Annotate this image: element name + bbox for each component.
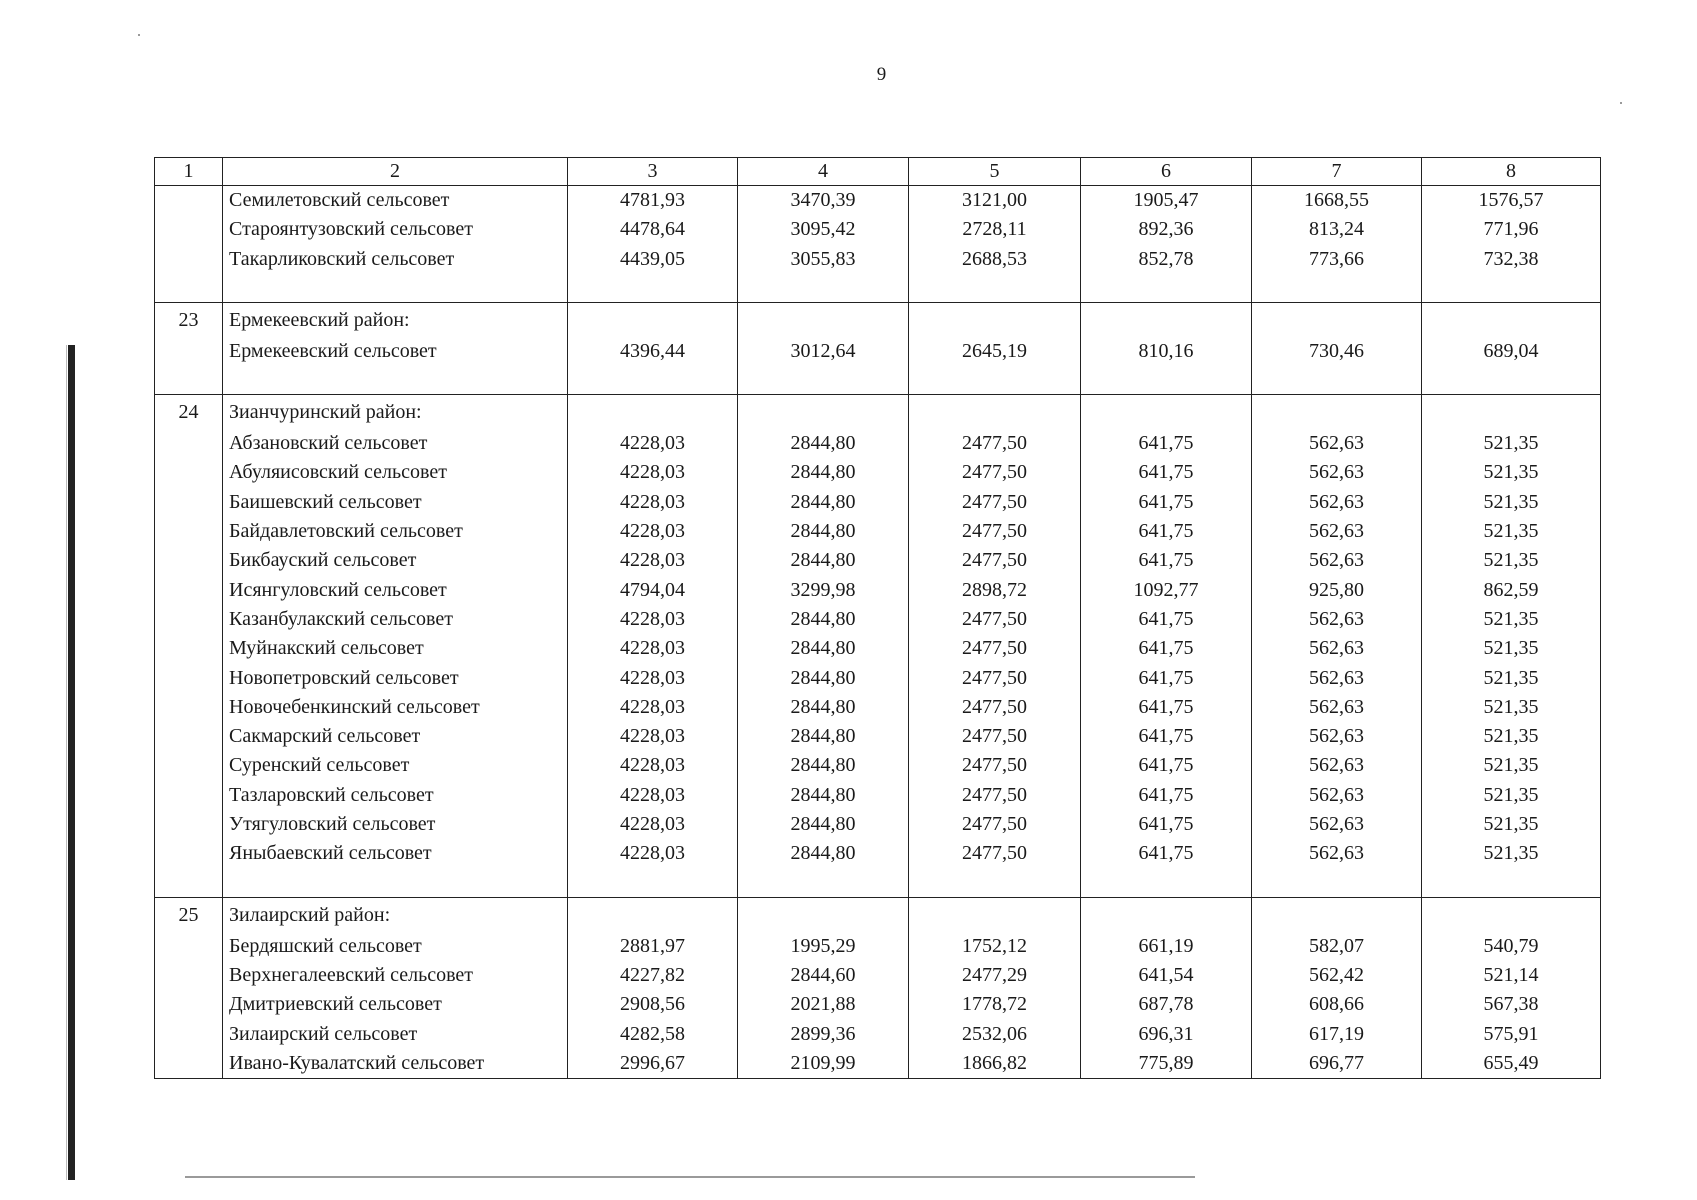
settlement-name: Новочебенкинский сельсовет [223, 693, 568, 722]
row-number-cell [155, 990, 223, 1019]
value-col-5: 2477,50 [909, 781, 1081, 810]
empty-cell [738, 897, 909, 932]
value-col-6: 1905,47 [1081, 186, 1252, 216]
settlement-name: Суренский сельсовет [223, 751, 568, 780]
value-col-5: 2477,50 [909, 634, 1081, 663]
value-col-3: 2908,56 [568, 990, 738, 1019]
value-col-6: 687,78 [1081, 990, 1252, 1019]
value-col-7: 562,63 [1252, 605, 1422, 634]
settlement-name: Такарликовский сельсовет [223, 245, 568, 303]
empty-cell [1081, 395, 1252, 430]
empty-cell [568, 395, 738, 430]
column-header: 6 [1081, 158, 1252, 186]
district-name: Зилаирский район: [223, 897, 568, 932]
settlement-name: Ивано-Кувалатский сельсовет [223, 1049, 568, 1079]
value-col-4: 2844,80 [738, 458, 909, 487]
row-number-cell [155, 245, 223, 303]
value-col-5: 2477,50 [909, 751, 1081, 780]
settlement-name: Абуляисовский сельсовет [223, 458, 568, 487]
value-col-3: 4228,03 [568, 722, 738, 751]
value-col-4: 2899,36 [738, 1020, 909, 1049]
row-number-cell [155, 751, 223, 780]
value-col-4: 2109,99 [738, 1049, 909, 1079]
value-col-8: 521,35 [1422, 781, 1601, 810]
row-number-cell [155, 186, 223, 216]
value-col-7: 925,80 [1252, 576, 1422, 605]
value-col-8: 1576,57 [1422, 186, 1601, 216]
empty-cell [1252, 897, 1422, 932]
value-col-7: 562,63 [1252, 810, 1422, 839]
value-col-4: 2844,80 [738, 810, 909, 839]
value-col-6: 1092,77 [1081, 576, 1252, 605]
district-name: Зианчуринский район: [223, 395, 568, 430]
value-col-8: 771,96 [1422, 215, 1601, 244]
value-col-7: 562,63 [1252, 429, 1422, 458]
value-col-8: 732,38 [1422, 245, 1601, 303]
value-col-8: 521,35 [1422, 488, 1601, 517]
value-col-4: 2844,80 [738, 781, 909, 810]
value-col-7: 582,07 [1252, 932, 1422, 961]
scan-speck [1620, 102, 1622, 104]
value-col-5: 2477,50 [909, 839, 1081, 897]
value-col-8: 521,35 [1422, 546, 1601, 575]
value-col-8: 567,38 [1422, 990, 1601, 1019]
value-col-6: 641,54 [1081, 961, 1252, 990]
value-col-3: 4228,03 [568, 751, 738, 780]
table-row [155, 664, 1601, 693]
value-col-5: 2728,11 [909, 215, 1081, 244]
value-col-8: 655,49 [1422, 1049, 1601, 1079]
row-number-cell [155, 517, 223, 546]
value-col-5: 2477,50 [909, 488, 1081, 517]
settlement-name: Дмитриевский сельсовет [223, 990, 568, 1019]
empty-cell [909, 897, 1081, 932]
value-col-6: 696,31 [1081, 1020, 1252, 1049]
value-col-3: 4781,93 [568, 186, 738, 216]
table-row [155, 839, 1601, 897]
value-col-4: 2844,80 [738, 634, 909, 663]
scan-speck [138, 34, 140, 36]
table-row [155, 990, 1601, 1019]
value-col-5: 2477,50 [909, 517, 1081, 546]
value-col-8: 521,35 [1422, 693, 1601, 722]
value-col-7: 562,63 [1252, 693, 1422, 722]
settlement-name: Бердяшский сельсовет [223, 932, 568, 961]
value-col-3: 4228,03 [568, 781, 738, 810]
value-col-7: 562,63 [1252, 839, 1422, 897]
value-col-8: 521,35 [1422, 605, 1601, 634]
table-row [155, 693, 1601, 722]
value-col-5: 1752,12 [909, 932, 1081, 961]
empty-cell [1422, 395, 1601, 430]
value-col-7: 617,19 [1252, 1020, 1422, 1049]
value-col-7: 730,46 [1252, 337, 1422, 395]
scan-edge-bar [68, 345, 75, 1180]
value-col-4: 2844,80 [738, 751, 909, 780]
value-col-3: 2996,67 [568, 1049, 738, 1079]
value-col-7: 562,63 [1252, 517, 1422, 546]
value-col-6: 641,75 [1081, 751, 1252, 780]
empty-cell [738, 302, 909, 337]
value-col-7: 1668,55 [1252, 186, 1422, 216]
table-row [155, 245, 1601, 303]
settlement-name: Бикбауский сельсовет [223, 546, 568, 575]
row-number-cell [155, 546, 223, 575]
table-row [155, 429, 1601, 458]
bottom-rule [185, 1176, 1195, 1178]
value-col-7: 562,63 [1252, 458, 1422, 487]
value-col-4: 2844,80 [738, 488, 909, 517]
value-col-6: 641,75 [1081, 488, 1252, 517]
empty-cell [1081, 897, 1252, 932]
value-col-7: 696,77 [1252, 1049, 1422, 1079]
value-col-7: 813,24 [1252, 215, 1422, 244]
table-row [155, 546, 1601, 575]
row-number-cell [155, 429, 223, 458]
district-row [155, 395, 1601, 430]
settlement-name: Исянгуловский сельсовет [223, 576, 568, 605]
settlement-name: Байдавлетовский сельсовет [223, 517, 568, 546]
district-row [155, 897, 1601, 932]
value-col-3: 4228,03 [568, 839, 738, 897]
value-col-8: 540,79 [1422, 932, 1601, 961]
value-col-3: 4396,44 [568, 337, 738, 395]
empty-cell [1422, 302, 1601, 337]
row-number-cell [155, 1049, 223, 1079]
value-col-8: 521,35 [1422, 751, 1601, 780]
settlement-name: Яныбаевский сельсовет [223, 839, 568, 897]
row-number-cell [155, 932, 223, 961]
value-col-3: 4228,03 [568, 488, 738, 517]
value-col-3: 4228,03 [568, 517, 738, 546]
table-row [155, 488, 1601, 517]
table-row [155, 634, 1601, 663]
value-col-3: 4478,64 [568, 215, 738, 244]
settlement-name: Баишевский сельсовет [223, 488, 568, 517]
settlement-name: Абзановский сельсовет [223, 429, 568, 458]
table-row [155, 932, 1601, 961]
column-header: 8 [1422, 158, 1601, 186]
value-col-7: 562,42 [1252, 961, 1422, 990]
value-col-5: 2688,53 [909, 245, 1081, 303]
value-col-5: 2477,50 [909, 429, 1081, 458]
table-row [155, 722, 1601, 751]
value-col-8: 521,35 [1422, 722, 1601, 751]
value-col-6: 641,75 [1081, 546, 1252, 575]
value-col-6: 641,75 [1081, 810, 1252, 839]
value-col-3: 4228,03 [568, 429, 738, 458]
page-number: 9 [876, 64, 887, 85]
value-col-4: 3299,98 [738, 576, 909, 605]
value-col-5: 2645,19 [909, 337, 1081, 395]
empty-cell [568, 302, 738, 337]
value-col-7: 562,63 [1252, 781, 1422, 810]
value-col-7: 562,63 [1252, 634, 1422, 663]
value-col-8: 521,35 [1422, 839, 1601, 897]
row-number-cell [155, 605, 223, 634]
settlement-name: Казанбулакский сельсовет [223, 605, 568, 634]
table-row [155, 1049, 1601, 1079]
row-number-cell [155, 576, 223, 605]
table-row [155, 1020, 1601, 1049]
empty-cell [909, 302, 1081, 337]
value-col-7: 562,63 [1252, 488, 1422, 517]
value-col-4: 1995,29 [738, 932, 909, 961]
value-col-8: 521,35 [1422, 634, 1601, 663]
row-number-cell [155, 488, 223, 517]
value-col-3: 4228,03 [568, 693, 738, 722]
value-col-8: 521,35 [1422, 517, 1601, 546]
value-col-4: 2844,80 [738, 722, 909, 751]
row-number-cell [155, 634, 223, 663]
empty-cell [738, 395, 909, 430]
value-col-5: 2532,06 [909, 1020, 1081, 1049]
value-col-8: 521,35 [1422, 429, 1601, 458]
column-header: 3 [568, 158, 738, 186]
value-col-8: 575,91 [1422, 1020, 1601, 1049]
value-col-6: 775,89 [1081, 1049, 1252, 1079]
value-col-4: 3095,42 [738, 215, 909, 244]
value-col-4: 2844,80 [738, 605, 909, 634]
value-col-4: 2844,60 [738, 961, 909, 990]
value-col-5: 2477,50 [909, 605, 1081, 634]
district-name: Ермекеевский район: [223, 302, 568, 337]
table-row [155, 517, 1601, 546]
settlement-name: Новопетровский сельсовет [223, 664, 568, 693]
table-row [155, 576, 1601, 605]
row-number-cell [155, 839, 223, 897]
value-col-6: 641,75 [1081, 458, 1252, 487]
district-number: 25 [155, 897, 223, 932]
value-col-3: 4228,03 [568, 664, 738, 693]
settlement-name: Сакмарский сельсовет [223, 722, 568, 751]
value-col-8: 862,59 [1422, 576, 1601, 605]
row-number-cell [155, 961, 223, 990]
value-col-5: 2477,29 [909, 961, 1081, 990]
value-col-6: 661,19 [1081, 932, 1252, 961]
value-col-5: 2477,50 [909, 722, 1081, 751]
value-col-6: 641,75 [1081, 517, 1252, 546]
value-col-3: 4228,03 [568, 634, 738, 663]
value-col-5: 2477,50 [909, 458, 1081, 487]
value-col-6: 641,75 [1081, 781, 1252, 810]
table-row [155, 810, 1601, 839]
value-col-4: 2844,80 [738, 517, 909, 546]
value-col-3: 2881,97 [568, 932, 738, 961]
district-number: 23 [155, 302, 223, 337]
value-col-7: 562,63 [1252, 664, 1422, 693]
column-header: 5 [909, 158, 1081, 186]
empty-cell [1252, 395, 1422, 430]
row-number-cell [155, 1020, 223, 1049]
value-col-5: 2477,50 [909, 693, 1081, 722]
value-col-4: 2844,80 [738, 546, 909, 575]
value-col-6: 641,75 [1081, 664, 1252, 693]
value-col-6: 852,78 [1081, 245, 1252, 303]
value-col-4: 3012,64 [738, 337, 909, 395]
row-number-cell [155, 215, 223, 244]
value-col-6: 641,75 [1081, 634, 1252, 663]
table-body [155, 158, 1601, 1079]
value-col-3: 4439,05 [568, 245, 738, 303]
row-number-cell [155, 810, 223, 839]
empty-cell [1422, 897, 1601, 932]
table-row [155, 337, 1601, 395]
value-col-4: 3055,83 [738, 245, 909, 303]
value-col-8: 689,04 [1422, 337, 1601, 395]
value-col-6: 892,36 [1081, 215, 1252, 244]
value-col-7: 562,63 [1252, 751, 1422, 780]
empty-cell [1081, 302, 1252, 337]
table-row [155, 781, 1601, 810]
value-col-8: 521,14 [1422, 961, 1601, 990]
table-row [155, 215, 1601, 244]
value-col-3: 4228,03 [568, 605, 738, 634]
table-row [155, 605, 1601, 634]
empty-cell [1252, 302, 1422, 337]
table-row [155, 186, 1601, 216]
value-col-6: 641,75 [1081, 429, 1252, 458]
value-col-5: 2898,72 [909, 576, 1081, 605]
settlement-name: Тазларовский сельсовет [223, 781, 568, 810]
value-col-8: 521,35 [1422, 458, 1601, 487]
value-col-4: 2021,88 [738, 990, 909, 1019]
value-col-5: 3121,00 [909, 186, 1081, 216]
district-number: 24 [155, 395, 223, 430]
settlement-name: Ермекеевский сельсовет [223, 337, 568, 395]
value-col-7: 562,63 [1252, 546, 1422, 575]
column-header-row [155, 158, 1601, 186]
value-col-3: 4794,04 [568, 576, 738, 605]
value-col-3: 4227,82 [568, 961, 738, 990]
value-col-7: 608,66 [1252, 990, 1422, 1019]
empty-cell [568, 897, 738, 932]
value-col-3: 4228,03 [568, 546, 738, 575]
data-table [154, 157, 1601, 1079]
settlement-name: Муйнакский сельсовет [223, 634, 568, 663]
value-col-4: 2844,80 [738, 429, 909, 458]
settlement-name: Утягуловский сельсовет [223, 810, 568, 839]
value-col-8: 521,35 [1422, 664, 1601, 693]
column-header: 4 [738, 158, 909, 186]
district-row [155, 302, 1601, 337]
value-col-5: 2477,50 [909, 810, 1081, 839]
row-number-cell [155, 664, 223, 693]
column-header: 1 [155, 158, 223, 186]
settlement-name: Зилаирский сельсовет [223, 1020, 568, 1049]
value-col-6: 641,75 [1081, 605, 1252, 634]
value-col-3: 4228,03 [568, 810, 738, 839]
row-number-cell [155, 458, 223, 487]
column-header: 2 [223, 158, 568, 186]
value-col-5: 1866,82 [909, 1049, 1081, 1079]
table-row [155, 751, 1601, 780]
settlement-name: Семилетовский сельсовет [223, 186, 568, 216]
row-number-cell [155, 693, 223, 722]
value-col-4: 2844,80 [738, 839, 909, 897]
value-col-4: 3470,39 [738, 186, 909, 216]
value-col-6: 641,75 [1081, 722, 1252, 751]
value-col-4: 2844,80 [738, 693, 909, 722]
value-col-8: 521,35 [1422, 810, 1601, 839]
table-row [155, 961, 1601, 990]
settlement-name: Верхнегалеевский сельсовет [223, 961, 568, 990]
row-number-cell [155, 722, 223, 751]
value-col-3: 4282,58 [568, 1020, 738, 1049]
scan-edge-line [66, 345, 67, 1180]
value-col-5: 2477,50 [909, 664, 1081, 693]
value-col-6: 641,75 [1081, 693, 1252, 722]
value-col-6: 641,75 [1081, 839, 1252, 897]
value-col-3: 4228,03 [568, 458, 738, 487]
row-number-cell [155, 781, 223, 810]
value-col-5: 1778,72 [909, 990, 1081, 1019]
row-number-cell [155, 337, 223, 395]
empty-cell [909, 395, 1081, 430]
value-col-7: 562,63 [1252, 722, 1422, 751]
settlement-name: Староянтузовский сельсовет [223, 215, 568, 244]
value-col-7: 773,66 [1252, 245, 1422, 303]
column-header: 7 [1252, 158, 1422, 186]
value-col-6: 810,16 [1081, 337, 1252, 395]
value-col-5: 2477,50 [909, 546, 1081, 575]
value-col-4: 2844,80 [738, 664, 909, 693]
table-row [155, 458, 1601, 487]
